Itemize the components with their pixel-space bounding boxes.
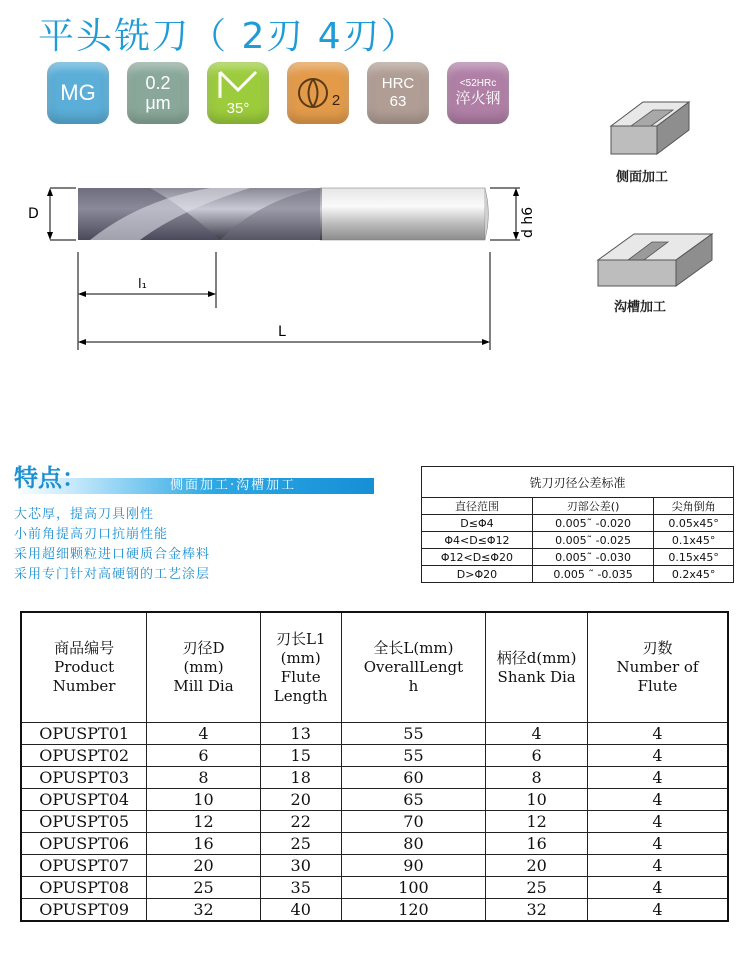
flute-count-cell: 4 bbox=[587, 877, 728, 899]
header-line: 柄径d(mm) bbox=[496, 648, 577, 667]
tolerance-cell: 0.005˜ -0.030 bbox=[532, 549, 653, 566]
flute-length-cell: 25 bbox=[260, 833, 341, 855]
header-line: OverallLengt bbox=[363, 658, 464, 676]
tolerance-cell: Φ4<D≤Φ12 bbox=[422, 532, 533, 549]
header-line: (mm) bbox=[280, 648, 321, 667]
overall-length-cell: 120 bbox=[341, 899, 486, 922]
mill-dia-cell: 16 bbox=[147, 833, 261, 855]
feature-item: 采用专门针对高硬钢的工艺涂层 bbox=[14, 567, 211, 582]
tolerance-table-title: 铣刀刃径公差标准 bbox=[422, 467, 734, 498]
flute-count-cell: 4 bbox=[587, 899, 728, 922]
shank-dia-cell: 6 bbox=[486, 745, 588, 767]
flute-count-cell: 4 bbox=[587, 811, 728, 833]
tolerance-header-cell: 直径范围 bbox=[422, 498, 533, 515]
table-row bbox=[21, 899, 728, 922]
product-number-cell: OPUSPT09 bbox=[21, 899, 147, 922]
tolerance-cell: 0.1x45° bbox=[654, 532, 734, 549]
dimension-l1-label: l₁ bbox=[138, 277, 147, 292]
dimension-shank-label: d h6 bbox=[520, 206, 536, 238]
feature-item: 小前角提高刃口抗崩性能 bbox=[14, 527, 169, 542]
product-number-cell: OPUSPT07 bbox=[21, 855, 147, 877]
flute-count-cell: 4 bbox=[587, 833, 728, 855]
product-number-cell: OPUSPT01 bbox=[21, 723, 147, 745]
overall-length-cell: 70 bbox=[341, 811, 486, 833]
header-line: Mill Dia bbox=[173, 677, 234, 695]
badge-material: 淬火钢 bbox=[455, 90, 501, 107]
shank-dia-cell: 25 bbox=[486, 877, 588, 899]
product-table bbox=[20, 611, 729, 922]
table-row bbox=[21, 745, 728, 767]
table-row bbox=[21, 767, 728, 789]
shank-dia-cell: 10 bbox=[486, 789, 588, 811]
helix-angle-icon bbox=[216, 68, 260, 100]
badge-hrc bbox=[367, 62, 429, 124]
tolerance-header-cell: 刃部公差() bbox=[532, 498, 653, 515]
product-number-cell: OPUSPT04 bbox=[21, 789, 147, 811]
tolerance-cell: 0.2x45° bbox=[654, 566, 734, 583]
header-line: Shank Dia bbox=[497, 667, 576, 686]
header-number-of-flute bbox=[587, 612, 728, 723]
table-row bbox=[21, 789, 728, 811]
header-line: 商品编号 bbox=[54, 639, 115, 657]
shank-dia-cell: 32 bbox=[486, 899, 588, 922]
mill-dia-cell: 8 bbox=[147, 767, 261, 789]
tolerance-header-row bbox=[422, 498, 734, 515]
product-number-cell: OPUSPT05 bbox=[21, 811, 147, 833]
flute-count-cell: 4 bbox=[587, 789, 728, 811]
header-line: 刃长L1 bbox=[275, 629, 326, 648]
mill-dia-cell: 10 bbox=[147, 789, 261, 811]
feature-item: 大芯厚，提高刀具刚性 bbox=[14, 507, 155, 522]
flute-length-cell: 20 bbox=[260, 789, 341, 811]
tolerance-row bbox=[422, 532, 734, 549]
dimension-L-label: L bbox=[278, 324, 286, 340]
dimension-d-label: D bbox=[28, 206, 39, 222]
shank-dia-cell: 8 bbox=[486, 767, 588, 789]
badge-hardened-steel bbox=[447, 62, 509, 124]
shank-dia-cell: 16 bbox=[486, 833, 588, 855]
tolerance-cell: Φ12<D≤Φ20 bbox=[422, 549, 533, 566]
overall-length-cell: 60 bbox=[341, 767, 486, 789]
tolerance-cell: 0.005˜ -0.025 bbox=[532, 532, 653, 549]
product-number-cell: OPUSPT02 bbox=[21, 745, 147, 767]
badge-hrc-value: 63 bbox=[389, 93, 407, 110]
overall-length-cell: 90 bbox=[341, 855, 486, 877]
overall-length-cell: 100 bbox=[341, 877, 486, 899]
tolerance-row bbox=[422, 515, 734, 532]
product-header-row bbox=[21, 612, 728, 723]
mill-dia-cell: 32 bbox=[147, 899, 261, 922]
tolerance-cell: D>Φ20 bbox=[422, 566, 533, 583]
header-line: 刃数 bbox=[642, 639, 673, 657]
end-mill-drawing bbox=[20, 160, 540, 360]
overall-length-cell: 55 bbox=[341, 745, 486, 767]
header-line: Flute bbox=[280, 667, 321, 686]
flute-length-cell: 22 bbox=[260, 811, 341, 833]
product-number-cell: OPUSPT06 bbox=[21, 833, 147, 855]
flute-length-cell: 30 bbox=[260, 855, 341, 877]
tolerance-header-cell: 尖角倒角 bbox=[654, 498, 734, 515]
flute-length-cell: 40 bbox=[260, 899, 341, 922]
overall-length-cell: 65 bbox=[341, 789, 486, 811]
header-line: 刃径D bbox=[182, 639, 225, 657]
badge-mg-text: MG bbox=[60, 80, 96, 105]
mill-dia-cell: 25 bbox=[147, 877, 261, 899]
product-number-cell: OPUSPT08 bbox=[21, 877, 147, 899]
side-milling-illustration bbox=[603, 96, 695, 158]
shank-dia-cell: 12 bbox=[486, 811, 588, 833]
header-line: 全长L(mm) bbox=[373, 639, 454, 657]
tolerance-cell: 0.05x45° bbox=[654, 515, 734, 532]
badge-grain-value: 0.2 bbox=[145, 73, 171, 93]
badge-helix-angle bbox=[207, 62, 269, 124]
feature-item: 采用超细颗粒进口硬质合金棒料 bbox=[14, 547, 211, 562]
header-flute-length bbox=[260, 612, 341, 723]
flute-length-cell: 13 bbox=[260, 723, 341, 745]
badge-hardness-limit: <52HRc bbox=[459, 78, 497, 89]
tolerance-cell: 0.005 ˜ -0.035 bbox=[532, 566, 653, 583]
slot-milling-label: 沟槽加工 bbox=[614, 300, 667, 315]
badge-grain-unit: μm bbox=[145, 93, 171, 113]
header-mill-dia bbox=[147, 612, 261, 723]
flute-length-cell: 35 bbox=[260, 877, 341, 899]
header-line: Flute bbox=[637, 677, 678, 695]
features-bar-text: 侧面加工·沟槽加工 bbox=[170, 478, 297, 493]
header-shank-dia bbox=[486, 612, 588, 723]
flute-count-cell: 4 bbox=[587, 745, 728, 767]
badge-mg bbox=[47, 62, 109, 124]
tolerance-cell: 0.005˜ -0.020 bbox=[532, 515, 653, 532]
page-title: 平头铣刀（ 2刃 4刃） bbox=[38, 16, 419, 57]
mill-dia-cell: 6 bbox=[147, 745, 261, 767]
product-number-cell: OPUSPT03 bbox=[21, 767, 147, 789]
features-heading: 特点： bbox=[14, 464, 86, 492]
shank-dia-cell: 20 bbox=[486, 855, 588, 877]
flute-count-cell: 4 bbox=[587, 723, 728, 745]
header-line: Length bbox=[273, 686, 328, 705]
flute-length-cell: 15 bbox=[260, 745, 341, 767]
slot-milling-illustration bbox=[594, 226, 716, 290]
flute-section-icon bbox=[296, 76, 330, 110]
overall-length-cell: 55 bbox=[341, 723, 486, 745]
mill-dia-cell: 12 bbox=[147, 811, 261, 833]
header-product-number bbox=[21, 612, 147, 723]
table-row bbox=[21, 723, 728, 745]
overall-length-cell: 80 bbox=[341, 833, 486, 855]
header-line: h bbox=[408, 677, 419, 695]
flute-length-cell: 18 bbox=[260, 767, 341, 789]
side-milling-label: 侧面加工 bbox=[616, 170, 669, 185]
table-row bbox=[21, 855, 728, 877]
table-row bbox=[21, 833, 728, 855]
product-rows bbox=[21, 723, 728, 922]
badge-grain-size bbox=[127, 62, 189, 124]
badge-hrc-label: HRC bbox=[381, 75, 415, 92]
badge-flutes bbox=[287, 62, 349, 124]
flute-count-cell: 4 bbox=[587, 855, 728, 877]
header-line: Number bbox=[52, 677, 116, 695]
flute-count-cell: 4 bbox=[587, 767, 728, 789]
shank-dia-cell: 4 bbox=[486, 723, 588, 745]
tolerance-row bbox=[422, 549, 734, 566]
header-line: Number of bbox=[616, 658, 699, 676]
badge-flutes-count: 2 bbox=[331, 92, 341, 109]
tolerance-table bbox=[421, 466, 734, 583]
badge-helix-value: 35° bbox=[226, 100, 250, 117]
mill-dia-cell: 4 bbox=[147, 723, 261, 745]
tolerance-row bbox=[422, 566, 734, 583]
table-row bbox=[21, 811, 728, 833]
header-line: Product bbox=[54, 658, 115, 676]
header-overall-length bbox=[341, 612, 486, 723]
shank-shape bbox=[320, 188, 485, 240]
header-line: (mm) bbox=[183, 658, 224, 676]
tolerance-cell: D≤Φ4 bbox=[422, 515, 533, 532]
table-row bbox=[21, 877, 728, 899]
mill-dia-cell: 20 bbox=[147, 855, 261, 877]
tolerance-cell: 0.15x45° bbox=[654, 549, 734, 566]
